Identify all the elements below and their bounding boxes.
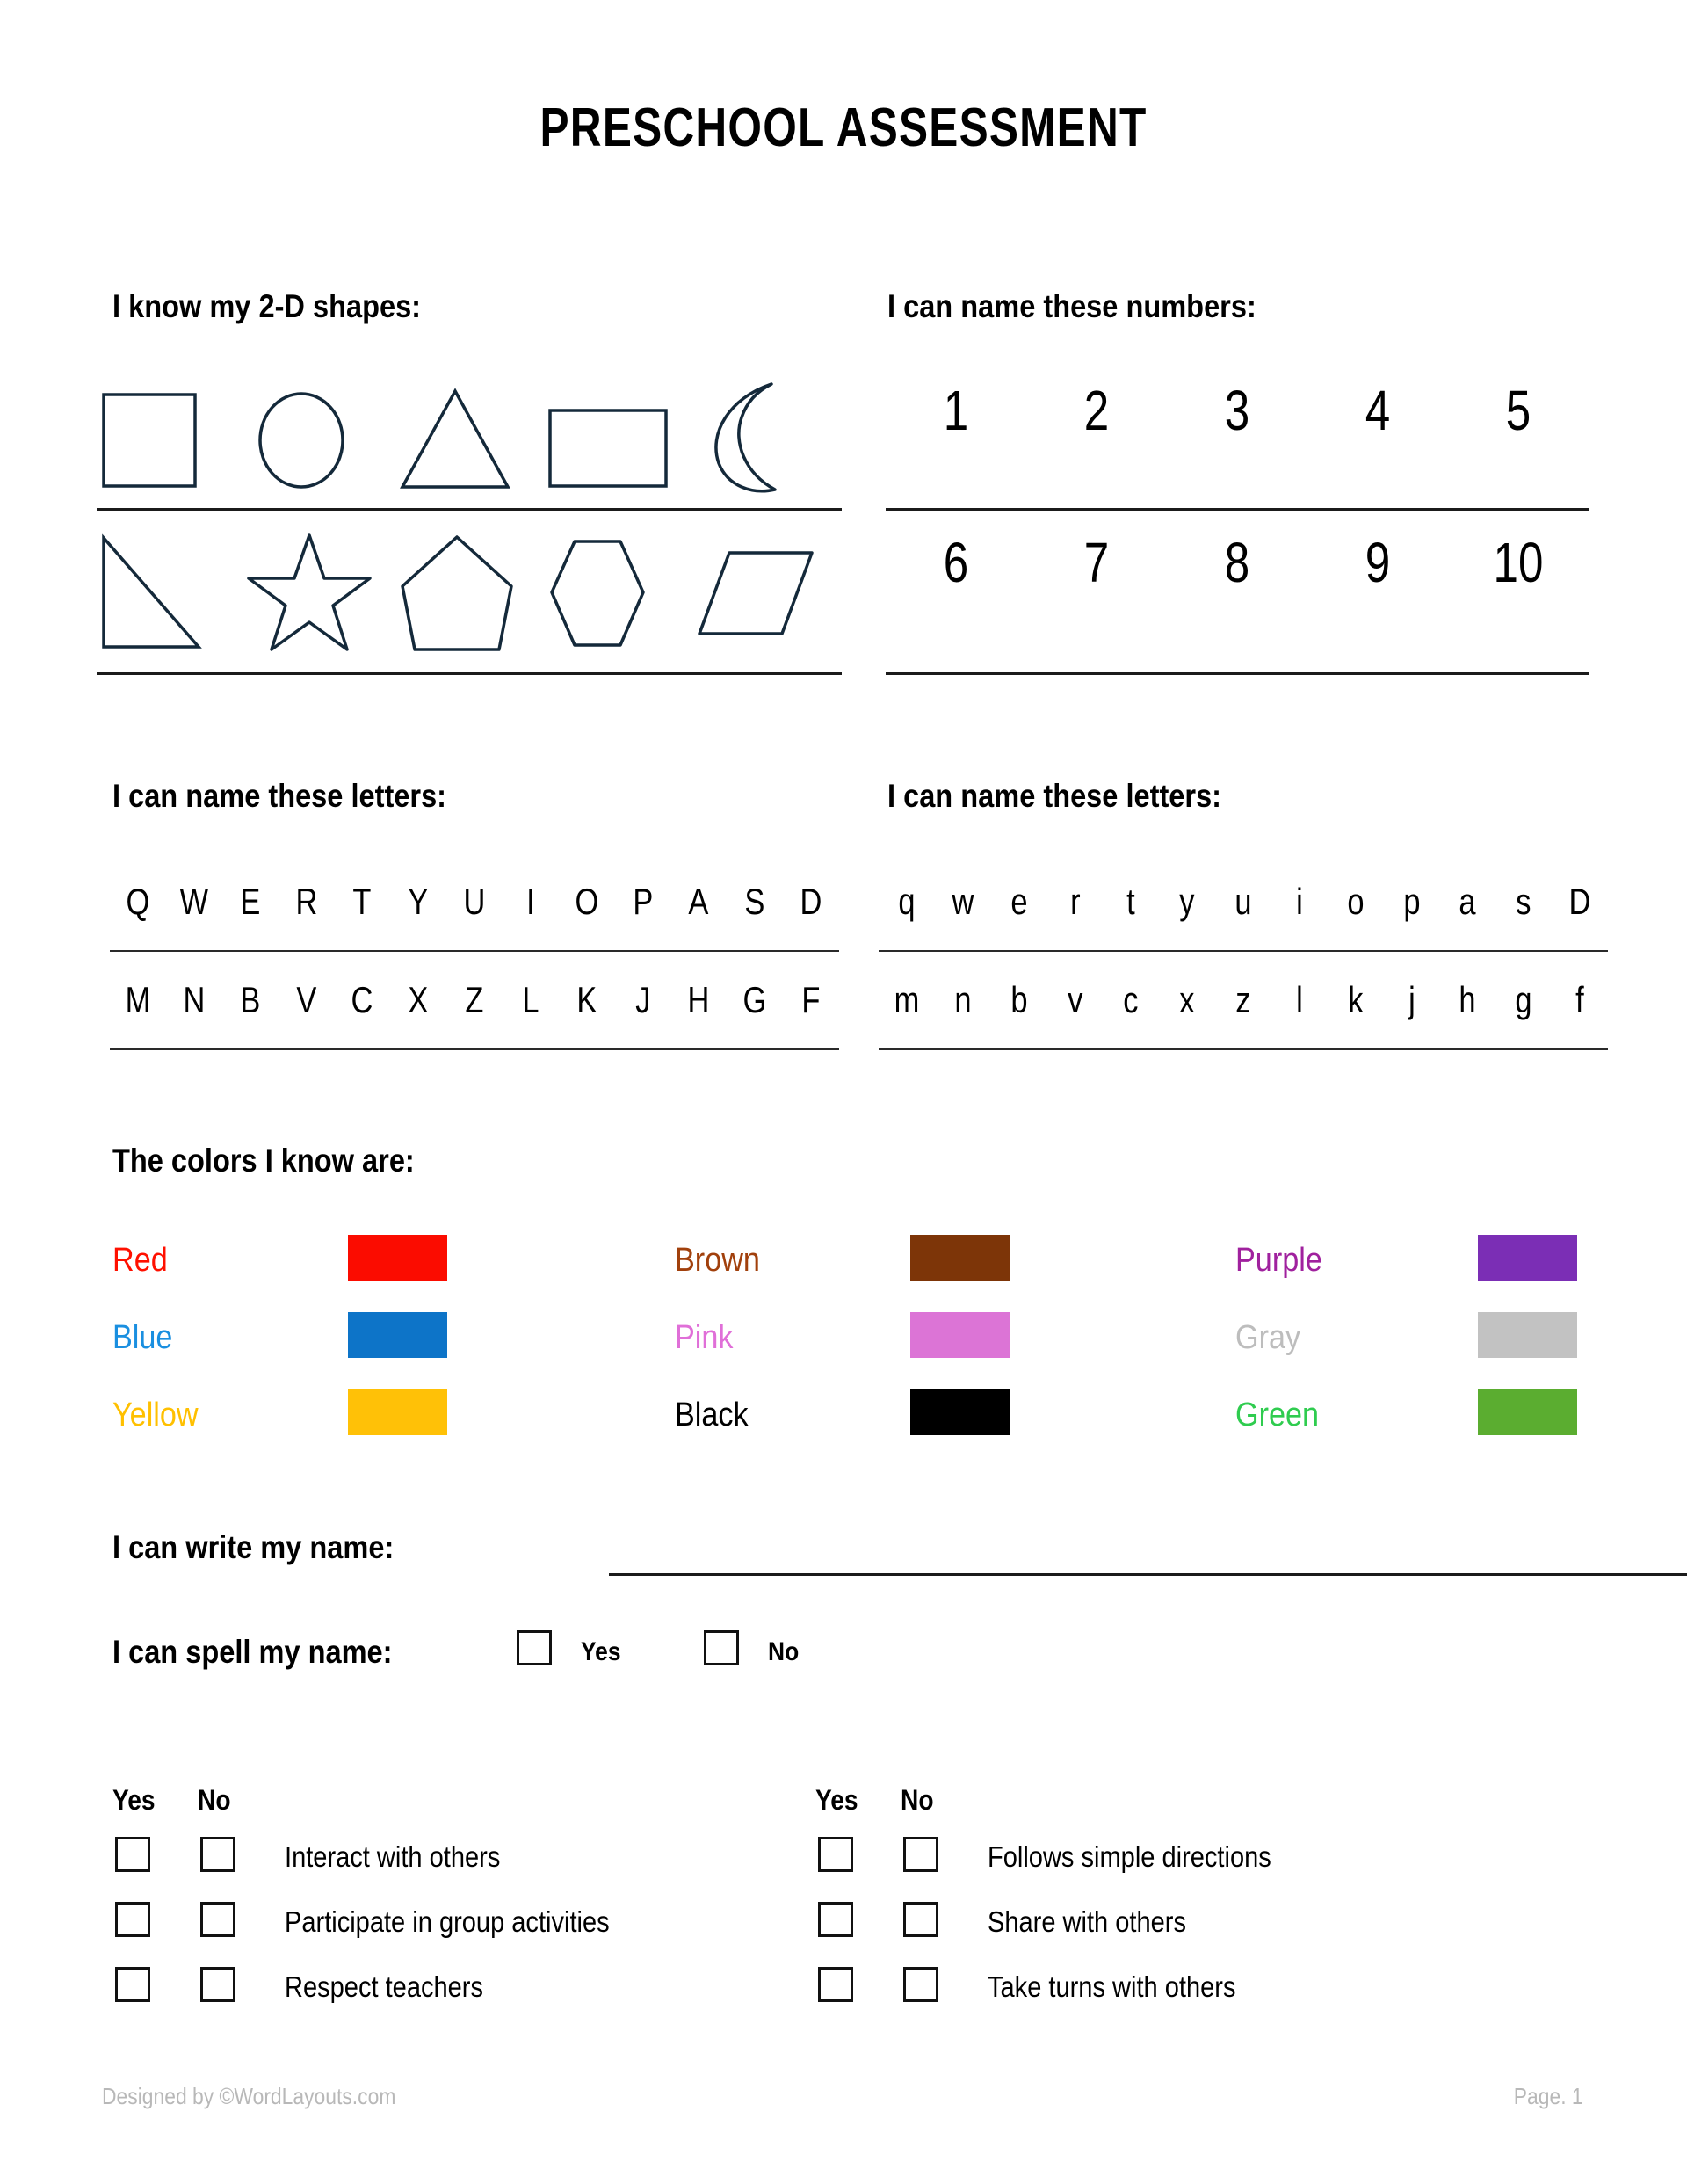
shapes-divider-1 [97, 508, 842, 511]
number-cell: 8 [1224, 531, 1250, 594]
lowercase-divider [879, 950, 1608, 952]
color-swatch [910, 1389, 1010, 1435]
behavior-yes-checkbox[interactable] [115, 1837, 150, 1872]
letter-cell: A [688, 881, 709, 922]
color-row [112, 1299, 552, 1376]
lowercase-bottom-divider [879, 1048, 1608, 1050]
behavior-label: Participate in group activities [285, 1905, 610, 1938]
letter-cell: K [576, 979, 597, 1020]
colors-column-1 [112, 1222, 552, 1454]
letter-cell: M [125, 979, 151, 1020]
letter-cell: g [1515, 979, 1532, 1020]
uppercase-row-1 [110, 866, 839, 938]
shape-hexagon [545, 534, 694, 652]
shape-pentagon [395, 532, 545, 655]
behavior-yes-checkbox[interactable] [818, 1837, 853, 1872]
lowercase-row-1 [879, 866, 1608, 938]
color-swatch [1478, 1312, 1577, 1358]
color-row [675, 1299, 1114, 1376]
letter-cell: f [1575, 979, 1584, 1020]
behavior-checklist-right [815, 1784, 1536, 2023]
letter-cell: v [1067, 979, 1083, 1020]
shapes-divider-2 [97, 672, 842, 675]
letter-cell: T [352, 881, 372, 922]
behavior-no-checkbox[interactable] [200, 1967, 235, 2002]
spell-name-yes-label: Yes [581, 1637, 621, 1666]
write-name-input-line[interactable] [609, 1573, 1687, 1576]
number-cell: 4 [1365, 379, 1391, 442]
number-cell: 7 [1083, 531, 1110, 594]
behavior-no-checkbox[interactable] [903, 1967, 938, 2002]
letter-cell: Y [408, 881, 429, 922]
letter-cell: z [1235, 979, 1251, 1020]
number-cell: 6 [943, 531, 969, 594]
letter-cell: n [954, 979, 972, 1020]
letter-cell: q [898, 881, 916, 922]
color-swatch [1478, 1389, 1577, 1435]
shapes-row-1 [97, 365, 844, 495]
footer-page-number: Page. 1 [1514, 2083, 1583, 2109]
behavior-row [112, 1958, 833, 2023]
colors-section-heading: The colors I know are: [112, 1143, 415, 1179]
color-swatch [1478, 1235, 1577, 1281]
behavior-label: Follows simple directions [988, 1840, 1271, 1873]
letter-cell: W [179, 881, 209, 922]
color-label: Brown [675, 1241, 760, 1279]
color-swatch [910, 1312, 1010, 1358]
letter-cell: X [408, 979, 429, 1020]
color-swatch [348, 1312, 447, 1358]
letter-cell: r [1069, 881, 1081, 922]
letter-cell: S [744, 881, 765, 922]
page-title: PRESCHOOL ASSESSMENT [539, 98, 1148, 158]
letter-cell: L [522, 979, 539, 1020]
letter-cell: N [183, 979, 206, 1020]
letter-cell: y [1179, 881, 1195, 922]
colors-column-3 [1235, 1222, 1675, 1454]
write-name-label: I can write my name: [112, 1529, 395, 1565]
color-row [1235, 1376, 1675, 1454]
shape-parallelogram [694, 541, 844, 646]
letter-cell: i [1295, 881, 1303, 922]
letter-cell: h [1459, 979, 1476, 1020]
behavior-row [815, 1828, 1536, 1893]
letter-cell: k [1348, 979, 1364, 1020]
behavior-header-right [815, 1784, 1536, 1828]
spell-name-no-checkbox[interactable] [704, 1630, 739, 1665]
behavior-no-checkbox[interactable] [200, 1837, 235, 1872]
numbers-row-2 [886, 530, 1589, 595]
uppercase-divider [110, 950, 839, 952]
letter-cell: P [633, 881, 653, 922]
number-cell: 2 [1083, 379, 1110, 442]
behavior-no-header: No [901, 1784, 934, 1816]
color-label: Gray [1235, 1318, 1301, 1356]
letter-cell: t [1126, 881, 1136, 922]
behavior-label: Share with others [988, 1905, 1186, 1938]
write-name-row [112, 1529, 1589, 1582]
behavior-label: Interact with others [285, 1840, 501, 1873]
letter-cell: s [1516, 881, 1531, 922]
color-row [1235, 1299, 1675, 1376]
shapes-row-2 [97, 527, 844, 659]
color-row [1235, 1222, 1675, 1299]
letter-cell: x [1179, 979, 1195, 1020]
spell-name-yes-checkbox[interactable] [517, 1630, 552, 1665]
behavior-yes-checkbox[interactable] [115, 1967, 150, 2002]
page-footer [0, 2083, 1687, 2118]
uppercase-row-2 [110, 964, 839, 1036]
letter-cell: o [1347, 881, 1365, 922]
behavior-header-left [112, 1784, 833, 1828]
numbers-divider-1 [886, 508, 1589, 511]
letter-cell: C [351, 979, 373, 1020]
letter-cell: I [526, 881, 535, 922]
letter-cell: Z [465, 979, 484, 1020]
behavior-row [112, 1828, 833, 1893]
letter-cell: Q [126, 881, 150, 922]
shape-crescent-moon [694, 379, 844, 495]
letter-cell: O [575, 881, 599, 922]
color-row [675, 1222, 1114, 1299]
letter-cell: D [1568, 881, 1591, 922]
number-cell: 1 [943, 379, 969, 442]
letter-cell: a [1459, 881, 1476, 922]
shape-star [246, 532, 395, 655]
shapes-section-heading: I know my 2-D shapes: [112, 288, 422, 324]
color-label: Black [675, 1396, 749, 1433]
letter-cell: u [1234, 881, 1252, 922]
shape-right-triangle [97, 533, 246, 654]
letter-cell: c [1123, 979, 1139, 1020]
letter-cell: D [800, 881, 822, 922]
spell-name-no-label: No [768, 1637, 800, 1666]
color-label: Pink [675, 1318, 734, 1356]
numbers-divider-2 [886, 672, 1589, 675]
color-swatch [910, 1235, 1010, 1281]
letter-cell: H [687, 979, 710, 1020]
colors-column-2 [675, 1222, 1114, 1454]
shape-rectangle [545, 382, 694, 495]
letter-cell: R [295, 881, 317, 922]
behavior-no-checkbox[interactable] [903, 1902, 938, 1937]
color-row [675, 1376, 1114, 1454]
behavior-yes-checkbox[interactable] [818, 1967, 853, 2002]
uppercase-letters-heading: I can name these letters: [112, 778, 447, 814]
numbers-section-heading: I can name these numbers: [887, 288, 1256, 324]
shape-circle [246, 382, 395, 495]
letter-cell: U [463, 881, 486, 922]
letter-cell: e [1010, 881, 1028, 922]
color-label: Blue [112, 1318, 173, 1356]
behavior-row [112, 1893, 833, 1958]
number-cell: 10 [1493, 531, 1544, 594]
shape-triangle [395, 382, 545, 495]
letter-cell: J [634, 979, 651, 1020]
numbers-row-1 [886, 378, 1589, 443]
behavior-label: Respect teachers [285, 1970, 483, 2003]
uppercase-letters-grid [110, 866, 839, 1063]
footer-credit: Designed by ©WordLayouts.com [102, 2083, 396, 2109]
spell-name-label: I can spell my name: [112, 1634, 393, 1670]
color-label: Green [1235, 1396, 1320, 1433]
letter-cell: V [295, 979, 316, 1020]
letter-cell: m [894, 979, 920, 1020]
shapes-grid [97, 365, 844, 495]
behavior-yes-header: Yes [112, 1784, 156, 1816]
uppercase-bottom-divider [110, 1048, 839, 1050]
behavior-no-checkbox[interactable] [200, 1902, 235, 1937]
numbers-grid [886, 378, 1589, 594]
letter-cell: l [1295, 979, 1303, 1020]
letter-cell: F [801, 979, 821, 1020]
behavior-yes-checkbox[interactable] [115, 1902, 150, 1937]
behavior-no-checkbox[interactable] [903, 1837, 938, 1872]
lowercase-row-2 [879, 964, 1608, 1036]
color-row [112, 1376, 552, 1454]
color-swatch [348, 1389, 447, 1435]
letter-cell: B [240, 979, 261, 1020]
letter-cell: w [952, 881, 974, 922]
behavior-yes-checkbox[interactable] [818, 1902, 853, 1937]
behavior-no-header: No [198, 1784, 231, 1816]
letter-cell: E [240, 881, 261, 922]
number-cell: 3 [1224, 379, 1250, 442]
shapes-grid-2 [97, 527, 844, 659]
lowercase-letters-grid [879, 866, 1608, 1063]
behavior-row [815, 1893, 1536, 1958]
behavior-row [815, 1958, 1536, 2023]
color-swatch [348, 1235, 447, 1281]
color-label: Yellow [112, 1396, 199, 1433]
lowercase-letters-heading: I can name these letters: [887, 778, 1222, 814]
shape-square [97, 382, 246, 495]
number-cell: 5 [1505, 379, 1531, 442]
color-row [112, 1222, 552, 1299]
number-cell: 9 [1365, 531, 1391, 594]
letter-cell: j [1408, 979, 1415, 1020]
color-label: Purple [1235, 1241, 1322, 1279]
behavior-checklist-left [112, 1784, 833, 2023]
spell-name-row [112, 1630, 1079, 1683]
letter-cell: G [742, 979, 767, 1020]
behavior-label: Take turns with others [988, 1970, 1236, 2003]
color-label: Red [112, 1241, 168, 1279]
letter-cell: b [1010, 979, 1028, 1020]
letter-cell: p [1402, 881, 1421, 922]
behavior-yes-header: Yes [815, 1784, 858, 1816]
